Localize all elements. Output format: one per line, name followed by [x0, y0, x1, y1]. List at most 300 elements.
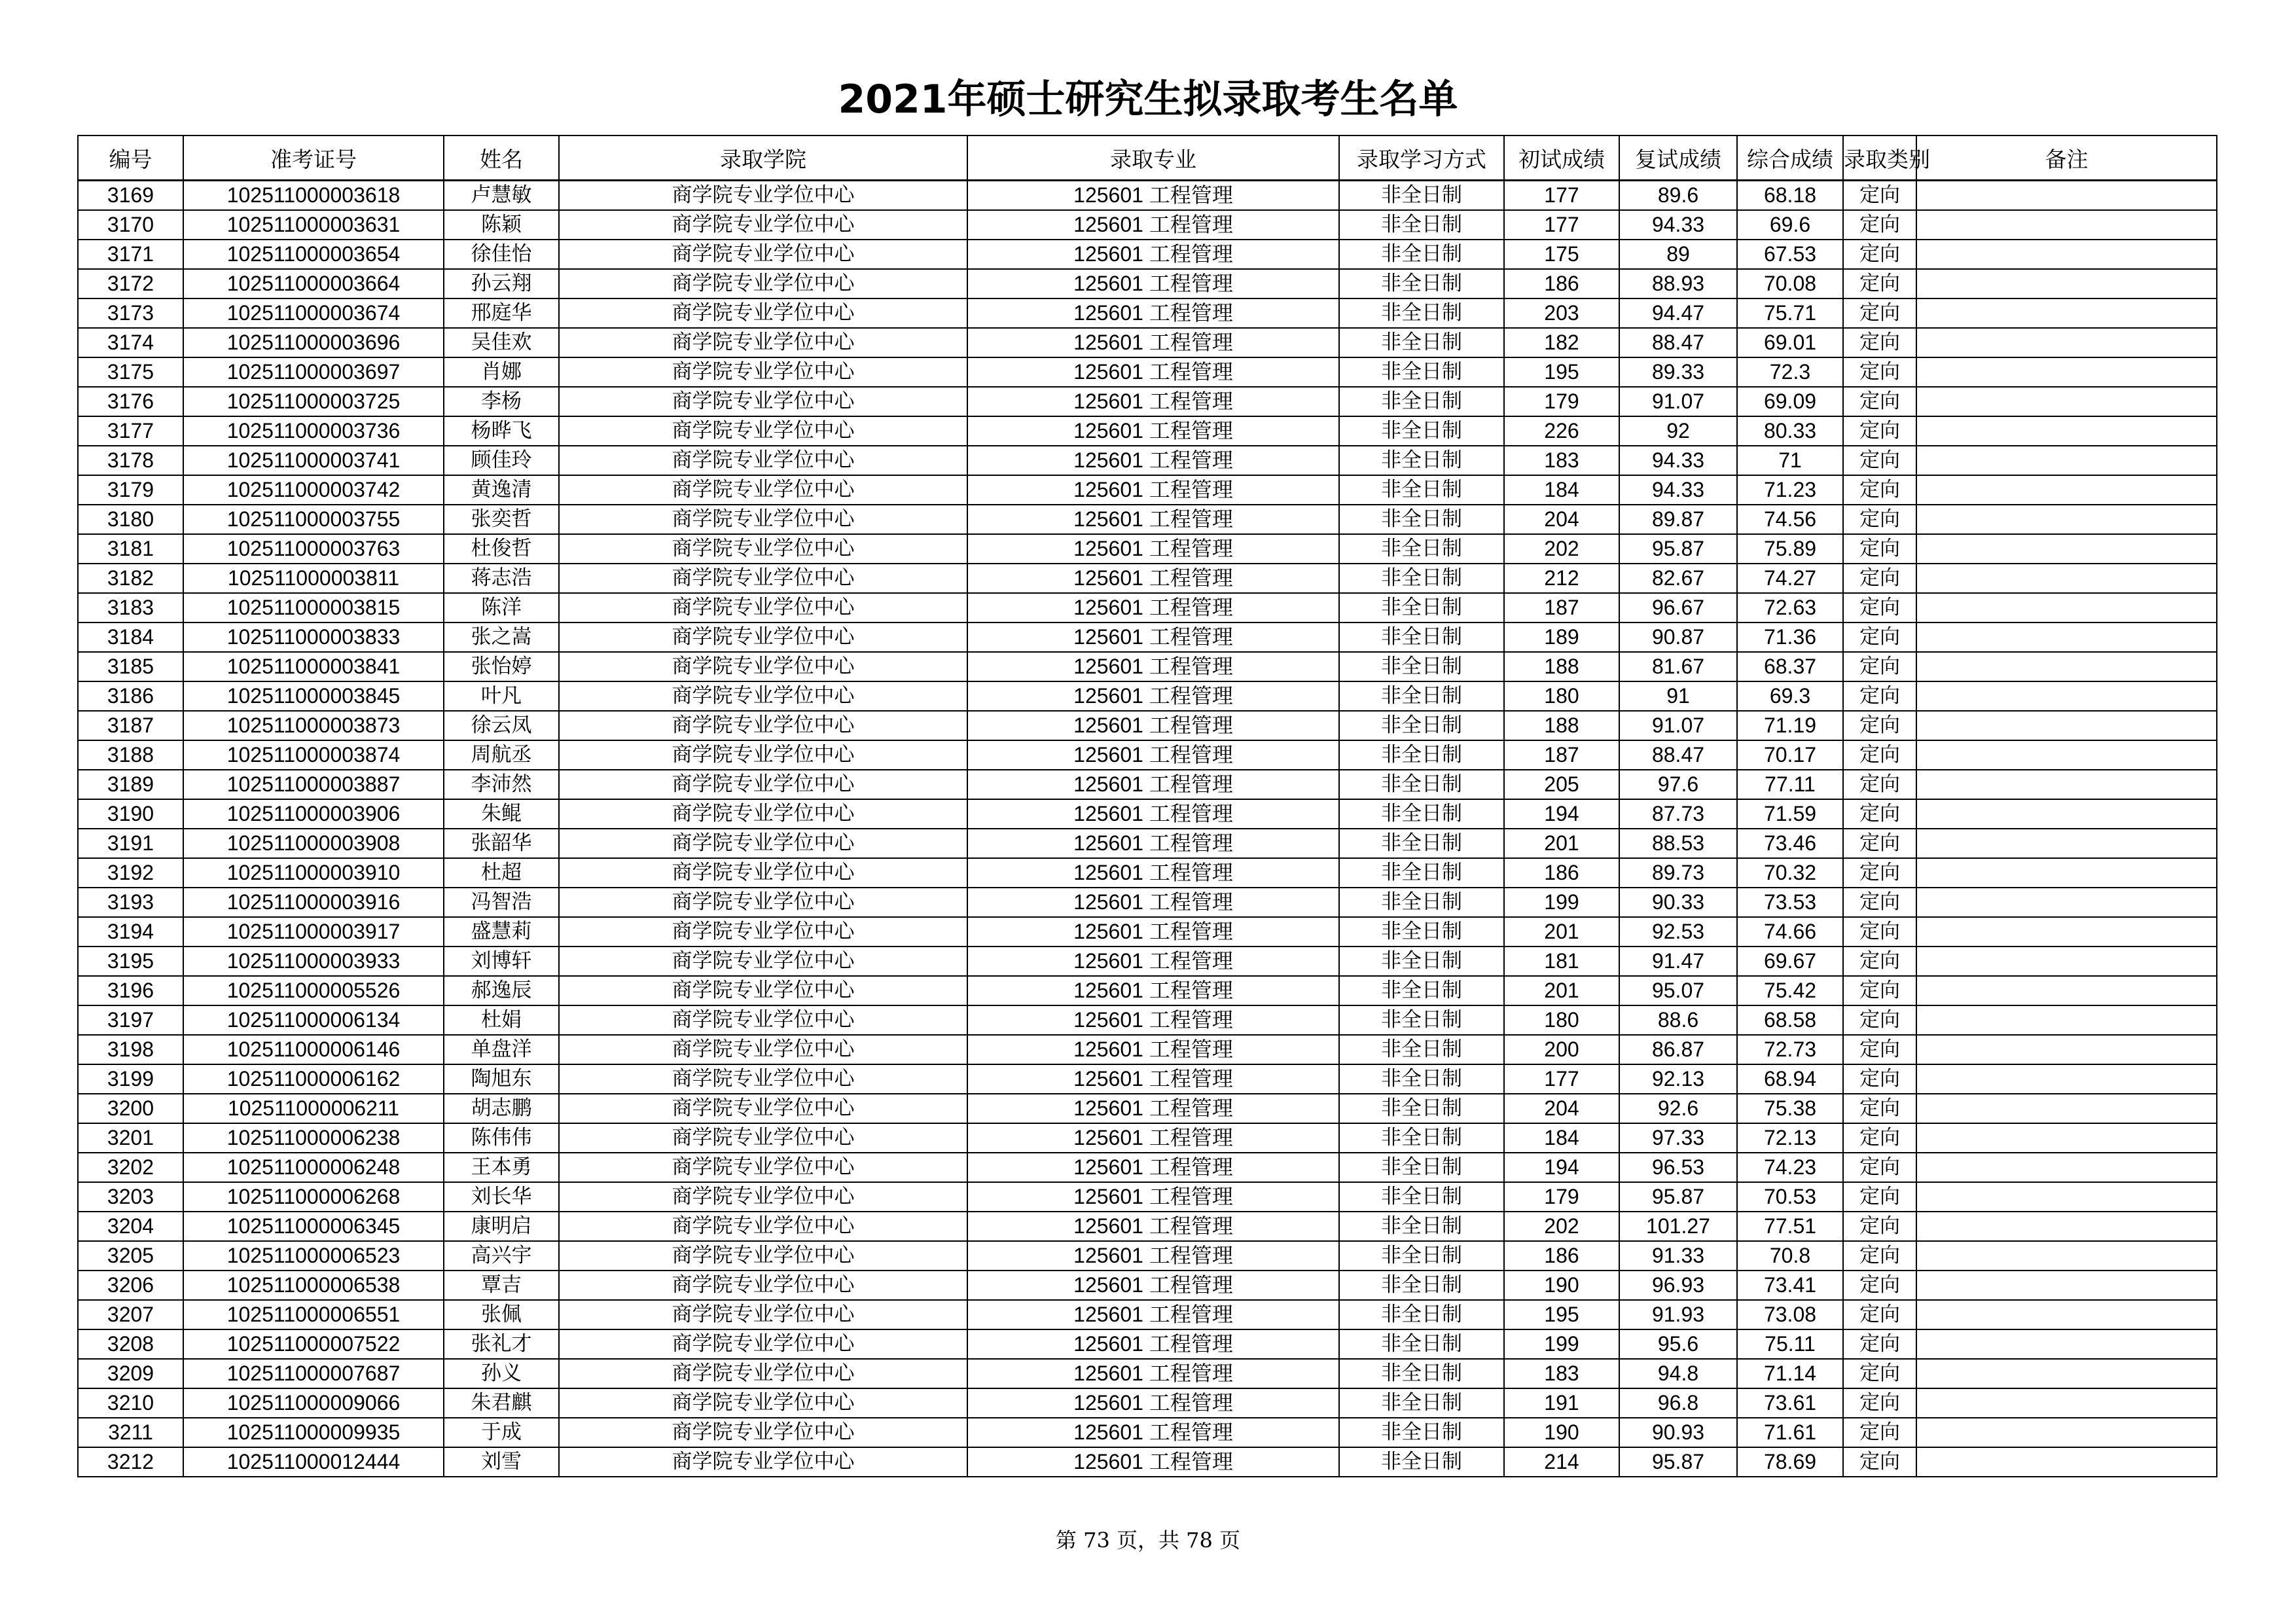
cell-retest-score: 92 [1619, 416, 1737, 446]
cell-initial-score: 177 [1504, 181, 1619, 211]
cell-total-score: 67.53 [1737, 240, 1843, 269]
cell-major: 125601 工程管理 [967, 1329, 1339, 1359]
cell-retest-score: 90.93 [1619, 1418, 1737, 1447]
table-row [78, 269, 2217, 298]
cell-id: 3180 [78, 505, 183, 534]
cell-initial-score: 186 [1504, 858, 1619, 888]
cell-id: 3179 [78, 475, 183, 505]
cell-category: 定向 [1843, 917, 1916, 947]
cell-exam-number: 102511000003917 [183, 917, 444, 947]
cell-study-mode: 非全日制 [1339, 1123, 1504, 1153]
cell-exam-number: 102511000003736 [183, 416, 444, 446]
table-row [78, 1388, 2217, 1418]
cell-major: 125601 工程管理 [967, 1035, 1339, 1064]
table-row [78, 328, 2217, 357]
cell-major: 125601 工程管理 [967, 1359, 1339, 1388]
cell-study-mode: 非全日制 [1339, 505, 1504, 534]
cell-retest-score: 91.07 [1619, 711, 1737, 740]
cell-retest-score: 94.33 [1619, 210, 1737, 240]
table-row [78, 593, 2217, 623]
header-cell-total-score: 综合成绩 [1737, 135, 1843, 181]
cell-initial-score: 204 [1504, 505, 1619, 534]
cell-study-mode: 非全日制 [1339, 1300, 1504, 1329]
cell-exam-number: 102511000003763 [183, 534, 444, 564]
cell-note [1916, 623, 2217, 652]
cell-id: 3192 [78, 858, 183, 888]
cell-category: 定向 [1843, 947, 1916, 976]
cell-initial-score: 186 [1504, 1241, 1619, 1271]
cell-name: 覃吉 [444, 1271, 559, 1300]
cell-study-mode: 非全日制 [1339, 888, 1504, 917]
cell-id: 3197 [78, 1005, 183, 1035]
cell-major: 125601 工程管理 [967, 387, 1339, 416]
cell-note [1916, 269, 2217, 298]
header-cell-name: 姓名 [444, 135, 559, 181]
cell-id: 3204 [78, 1212, 183, 1241]
cell-category: 定向 [1843, 652, 1916, 681]
cell-exam-number: 102511000003910 [183, 858, 444, 888]
cell-note [1916, 1064, 2217, 1094]
cell-college: 商学院专业学位中心 [559, 1388, 967, 1418]
cell-major: 125601 工程管理 [967, 1123, 1339, 1153]
cell-id: 3199 [78, 1064, 183, 1094]
cell-college: 商学院专业学位中心 [559, 1300, 967, 1329]
cell-id: 3183 [78, 593, 183, 623]
cell-retest-score: 95.87 [1619, 1447, 1737, 1477]
cell-retest-score: 96.8 [1619, 1388, 1737, 1418]
table-row [78, 1241, 2217, 1271]
cell-id: 3196 [78, 976, 183, 1005]
cell-exam-number: 102511000006538 [183, 1271, 444, 1300]
cell-study-mode: 非全日制 [1339, 1064, 1504, 1094]
cell-study-mode: 非全日制 [1339, 1271, 1504, 1300]
cell-major: 125601 工程管理 [967, 976, 1339, 1005]
cell-note [1916, 416, 2217, 446]
cell-major: 125601 工程管理 [967, 652, 1339, 681]
cell-note [1916, 357, 2217, 387]
cell-exam-number: 102511000003873 [183, 711, 444, 740]
cell-name: 张佩 [444, 1300, 559, 1329]
cell-name: 陈颖 [444, 210, 559, 240]
cell-study-mode: 非全日制 [1339, 210, 1504, 240]
cell-initial-score: 202 [1504, 1212, 1619, 1241]
cell-exam-number: 102511000003908 [183, 829, 444, 858]
cell-college: 商学院专业学位中心 [559, 593, 967, 623]
cell-id: 3172 [78, 269, 183, 298]
cell-retest-score: 96.67 [1619, 593, 1737, 623]
table-row [78, 1064, 2217, 1094]
cell-note [1916, 1094, 2217, 1123]
cell-total-score: 72.63 [1737, 593, 1843, 623]
cell-study-mode: 非全日制 [1339, 829, 1504, 858]
cell-id: 3212 [78, 1447, 183, 1477]
cell-exam-number: 102511000009066 [183, 1388, 444, 1418]
cell-note [1916, 888, 2217, 917]
cell-total-score: 73.53 [1737, 888, 1843, 917]
cell-college: 商学院专业学位中心 [559, 681, 967, 711]
table-row [78, 888, 2217, 917]
cell-exam-number: 102511000003742 [183, 475, 444, 505]
cell-study-mode: 非全日制 [1339, 652, 1504, 681]
cell-major: 125601 工程管理 [967, 593, 1339, 623]
cell-retest-score: 90.33 [1619, 888, 1737, 917]
cell-major: 125601 工程管理 [967, 240, 1339, 269]
cell-category: 定向 [1843, 416, 1916, 446]
cell-major: 125601 工程管理 [967, 269, 1339, 298]
cell-name: 陈洋 [444, 593, 559, 623]
cell-note [1916, 770, 2217, 799]
cell-category: 定向 [1843, 564, 1916, 593]
cell-major: 125601 工程管理 [967, 858, 1339, 888]
cell-total-score: 75.71 [1737, 298, 1843, 328]
cell-college: 商学院专业学位中心 [559, 829, 967, 858]
cell-total-score: 71.19 [1737, 711, 1843, 740]
cell-retest-score: 97.33 [1619, 1123, 1737, 1153]
cell-college: 商学院专业学位中心 [559, 1212, 967, 1241]
cell-initial-score: 201 [1504, 917, 1619, 947]
cell-exam-number: 102511000003811 [183, 564, 444, 593]
table-row [78, 1300, 2217, 1329]
cell-major: 125601 工程管理 [967, 623, 1339, 652]
cell-exam-number: 102511000006211 [183, 1094, 444, 1123]
cell-major: 125601 工程管理 [967, 711, 1339, 740]
cell-retest-score: 94.47 [1619, 298, 1737, 328]
cell-name: 于成 [444, 1418, 559, 1447]
cell-total-score: 70.8 [1737, 1241, 1843, 1271]
cell-exam-number: 102511000006162 [183, 1064, 444, 1094]
cell-exam-number: 102511000009935 [183, 1418, 444, 1447]
table-row [78, 564, 2217, 593]
table-row [78, 240, 2217, 269]
cell-total-score: 70.53 [1737, 1182, 1843, 1212]
cell-name: 顾佳玲 [444, 446, 559, 475]
table-row [78, 387, 2217, 416]
table-row [78, 357, 2217, 387]
cell-note [1916, 652, 2217, 681]
cell-study-mode: 非全日制 [1339, 947, 1504, 976]
cell-retest-score: 91.07 [1619, 387, 1737, 416]
cell-note [1916, 799, 2217, 829]
cell-category: 定向 [1843, 770, 1916, 799]
cell-note [1916, 1241, 2217, 1271]
cell-exam-number: 102511000006268 [183, 1182, 444, 1212]
cell-major: 125601 工程管理 [967, 1388, 1339, 1418]
cell-total-score: 68.37 [1737, 652, 1843, 681]
cell-name: 盛慧莉 [444, 917, 559, 947]
cell-study-mode: 非全日制 [1339, 240, 1504, 269]
cell-id: 3195 [78, 947, 183, 976]
cell-note [1916, 711, 2217, 740]
cell-total-score: 69.01 [1737, 328, 1843, 357]
cell-exam-number: 102511000003618 [183, 181, 444, 211]
cell-retest-score: 88.53 [1619, 829, 1737, 858]
cell-initial-score: 201 [1504, 829, 1619, 858]
cell-initial-score: 194 [1504, 1153, 1619, 1182]
cell-college: 商学院专业学位中心 [559, 976, 967, 1005]
cell-name: 康明启 [444, 1212, 559, 1241]
cell-college: 商学院专业学位中心 [559, 1359, 967, 1388]
cell-note [1916, 1035, 2217, 1064]
cell-name: 朱鲲 [444, 799, 559, 829]
cell-note [1916, 475, 2217, 505]
cell-initial-score: 184 [1504, 475, 1619, 505]
cell-retest-score: 89.33 [1619, 357, 1737, 387]
cell-exam-number: 102511000007687 [183, 1359, 444, 1388]
cell-category: 定向 [1843, 387, 1916, 416]
cell-major: 125601 工程管理 [967, 416, 1339, 446]
header-cell-id: 编号 [78, 135, 183, 181]
cell-initial-score: 195 [1504, 357, 1619, 387]
cell-initial-score: 203 [1504, 298, 1619, 328]
cell-initial-score: 194 [1504, 799, 1619, 829]
cell-exam-number: 102511000006345 [183, 1212, 444, 1241]
cell-name: 陶旭东 [444, 1064, 559, 1094]
cell-major: 125601 工程管理 [967, 1271, 1339, 1300]
cell-retest-score: 95.87 [1619, 534, 1737, 564]
cell-name: 周航丞 [444, 740, 559, 770]
table-body [78, 181, 2217, 1477]
cell-note [1916, 1005, 2217, 1035]
cell-college: 商学院专业学位中心 [559, 1005, 967, 1035]
cell-initial-score: 202 [1504, 534, 1619, 564]
cell-total-score: 75.38 [1737, 1094, 1843, 1123]
cell-category: 定向 [1843, 711, 1916, 740]
cell-retest-score: 92.6 [1619, 1094, 1737, 1123]
cell-category: 定向 [1843, 357, 1916, 387]
cell-total-score: 68.94 [1737, 1064, 1843, 1094]
cell-major: 125601 工程管理 [967, 1447, 1339, 1477]
cell-id: 3174 [78, 328, 183, 357]
cell-major: 125601 工程管理 [967, 681, 1339, 711]
cell-category: 定向 [1843, 681, 1916, 711]
cell-initial-score: 188 [1504, 652, 1619, 681]
cell-initial-score: 184 [1504, 1123, 1619, 1153]
cell-total-score: 69.09 [1737, 387, 1843, 416]
cell-college: 商学院专业学位中心 [559, 475, 967, 505]
table-row [78, 1094, 2217, 1123]
cell-id: 3206 [78, 1271, 183, 1300]
cell-study-mode: 非全日制 [1339, 475, 1504, 505]
cell-id: 3171 [78, 240, 183, 269]
cell-id: 3184 [78, 623, 183, 652]
cell-study-mode: 非全日制 [1339, 1212, 1504, 1241]
cell-initial-score: 183 [1504, 446, 1619, 475]
table-row [78, 505, 2217, 534]
cell-id: 3201 [78, 1123, 183, 1153]
cell-total-score: 68.18 [1737, 181, 1843, 211]
cell-total-score: 78.69 [1737, 1447, 1843, 1477]
table-row [78, 1418, 2217, 1447]
cell-category: 定向 [1843, 1359, 1916, 1388]
cell-initial-score: 177 [1504, 1064, 1619, 1094]
cell-college: 商学院专业学位中心 [559, 328, 967, 357]
table-row [78, 1182, 2217, 1212]
cell-exam-number: 102511000012444 [183, 1447, 444, 1477]
cell-college: 商学院专业学位中心 [559, 652, 967, 681]
page-title: 2021年硕士研究生拟录取考生名单 [838, 77, 1458, 122]
cell-total-score: 71 [1737, 446, 1843, 475]
cell-exam-number: 102511000003841 [183, 652, 444, 681]
table-row [78, 534, 2217, 564]
cell-exam-number: 102511000003697 [183, 357, 444, 387]
cell-college: 商学院专业学位中心 [559, 1094, 967, 1123]
cell-note [1916, 1153, 2217, 1182]
cell-study-mode: 非全日制 [1339, 1153, 1504, 1182]
cell-id: 3170 [78, 210, 183, 240]
cell-name: 刘长华 [444, 1182, 559, 1212]
cell-initial-score: 186 [1504, 269, 1619, 298]
cell-total-score: 73.46 [1737, 829, 1843, 858]
cell-total-score: 77.51 [1737, 1212, 1843, 1241]
cell-id: 3185 [78, 652, 183, 681]
cell-name: 卢慧敏 [444, 181, 559, 211]
table-row [78, 1035, 2217, 1064]
cell-id: 3205 [78, 1241, 183, 1271]
cell-id: 3189 [78, 770, 183, 799]
cell-name: 张怡婷 [444, 652, 559, 681]
cell-category: 定向 [1843, 1300, 1916, 1329]
cell-college: 商学院专业学位中心 [559, 1271, 967, 1300]
cell-name: 刘博轩 [444, 947, 559, 976]
cell-major: 125601 工程管理 [967, 947, 1339, 976]
cell-exam-number: 102511000003906 [183, 799, 444, 829]
cell-college: 商学院专业学位中心 [559, 416, 967, 446]
cell-study-mode: 非全日制 [1339, 328, 1504, 357]
cell-major: 125601 工程管理 [967, 740, 1339, 770]
table-row [78, 858, 2217, 888]
cell-college: 商学院专业学位中心 [559, 1064, 967, 1094]
cell-note [1916, 210, 2217, 240]
cell-category: 定向 [1843, 1241, 1916, 1271]
cell-name: 蒋志浩 [444, 564, 559, 593]
cell-name: 张奕哲 [444, 505, 559, 534]
cell-study-mode: 非全日制 [1339, 740, 1504, 770]
cell-name: 孙云翔 [444, 269, 559, 298]
table-row [78, 947, 2217, 976]
cell-initial-score: 181 [1504, 947, 1619, 976]
cell-retest-score: 90.87 [1619, 623, 1737, 652]
cell-retest-score: 88.47 [1619, 740, 1737, 770]
cell-total-score: 72.3 [1737, 357, 1843, 387]
cell-retest-score: 91 [1619, 681, 1737, 711]
cell-study-mode: 非全日制 [1339, 976, 1504, 1005]
cell-total-score: 69.6 [1737, 210, 1843, 240]
cell-college: 商学院专业学位中心 [559, 298, 967, 328]
cell-college: 商学院专业学位中心 [559, 947, 967, 976]
cell-name: 张韶华 [444, 829, 559, 858]
cell-category: 定向 [1843, 1271, 1916, 1300]
cell-major: 125601 工程管理 [967, 917, 1339, 947]
cell-college: 商学院专业学位中心 [559, 799, 967, 829]
page-footer: 第 73 页，共 78 页 [1055, 1528, 1241, 1553]
cell-initial-score: 190 [1504, 1418, 1619, 1447]
table-row [78, 740, 2217, 770]
cell-initial-score: 191 [1504, 1388, 1619, 1418]
header-cell-study-mode: 录取学习方式 [1339, 135, 1504, 181]
cell-id: 3182 [78, 564, 183, 593]
cell-note [1916, 1271, 2217, 1300]
table-row [78, 416, 2217, 446]
cell-note [1916, 328, 2217, 357]
cell-id: 3194 [78, 917, 183, 947]
cell-retest-score: 96.53 [1619, 1153, 1737, 1182]
cell-name: 张礼才 [444, 1329, 559, 1359]
cell-study-mode: 非全日制 [1339, 623, 1504, 652]
cell-category: 定向 [1843, 976, 1916, 1005]
cell-id: 3209 [78, 1359, 183, 1388]
cell-total-score: 80.33 [1737, 416, 1843, 446]
cell-major: 125601 工程管理 [967, 505, 1339, 534]
cell-retest-score: 88.93 [1619, 269, 1737, 298]
cell-category: 定向 [1843, 1064, 1916, 1094]
cell-name: 孙义 [444, 1359, 559, 1388]
table-row [78, 1271, 2217, 1300]
cell-college: 商学院专业学位中心 [559, 623, 967, 652]
cell-id: 3191 [78, 829, 183, 858]
cell-initial-score: 199 [1504, 1329, 1619, 1359]
cell-name: 朱君麒 [444, 1388, 559, 1418]
cell-name: 李沛然 [444, 770, 559, 799]
header-cell-note: 备注 [1916, 135, 2217, 181]
cell-category: 定向 [1843, 1035, 1916, 1064]
cell-initial-score: 179 [1504, 1182, 1619, 1212]
cell-major: 125601 工程管理 [967, 475, 1339, 505]
table-row [78, 1329, 2217, 1359]
cell-category: 定向 [1843, 1329, 1916, 1359]
cell-note [1916, 917, 2217, 947]
cell-id: 3176 [78, 387, 183, 416]
cell-exam-number: 102511000003654 [183, 240, 444, 269]
cell-name: 郝逸辰 [444, 976, 559, 1005]
header-cell-retest-score: 复试成绩 [1619, 135, 1737, 181]
cell-retest-score: 91.47 [1619, 947, 1737, 976]
cell-retest-score: 88.47 [1619, 328, 1737, 357]
cell-name: 杜娟 [444, 1005, 559, 1035]
cell-note [1916, 740, 2217, 770]
cell-study-mode: 非全日制 [1339, 799, 1504, 829]
cell-college: 商学院专业学位中心 [559, 1329, 967, 1359]
cell-study-mode: 非全日制 [1339, 858, 1504, 888]
cell-name: 陈伟伟 [444, 1123, 559, 1153]
cell-total-score: 74.27 [1737, 564, 1843, 593]
cell-name: 张之嵩 [444, 623, 559, 652]
header-cell-category: 录取类别 [1843, 135, 1916, 181]
cell-id: 3188 [78, 740, 183, 770]
cell-exam-number: 102511000003916 [183, 888, 444, 917]
cell-exam-number: 102511000003833 [183, 623, 444, 652]
cell-exam-number: 102511000006523 [183, 1241, 444, 1271]
cell-initial-score: 179 [1504, 387, 1619, 416]
cell-id: 3186 [78, 681, 183, 711]
table-row [78, 475, 2217, 505]
cell-category: 定向 [1843, 1182, 1916, 1212]
cell-retest-score: 88.6 [1619, 1005, 1737, 1035]
cell-study-mode: 非全日制 [1339, 446, 1504, 475]
cell-total-score: 70.32 [1737, 858, 1843, 888]
cell-exam-number: 102511000003741 [183, 446, 444, 475]
cell-category: 定向 [1843, 593, 1916, 623]
cell-category: 定向 [1843, 1005, 1916, 1035]
cell-initial-score: 199 [1504, 888, 1619, 917]
table-row [78, 1005, 2217, 1035]
cell-retest-score: 94.8 [1619, 1359, 1737, 1388]
cell-retest-score: 95.6 [1619, 1329, 1737, 1359]
cell-initial-score: 195 [1504, 1300, 1619, 1329]
table-row [78, 770, 2217, 799]
cell-total-score: 69.3 [1737, 681, 1843, 711]
cell-name: 杜俊哲 [444, 534, 559, 564]
cell-total-score: 70.17 [1737, 740, 1843, 770]
